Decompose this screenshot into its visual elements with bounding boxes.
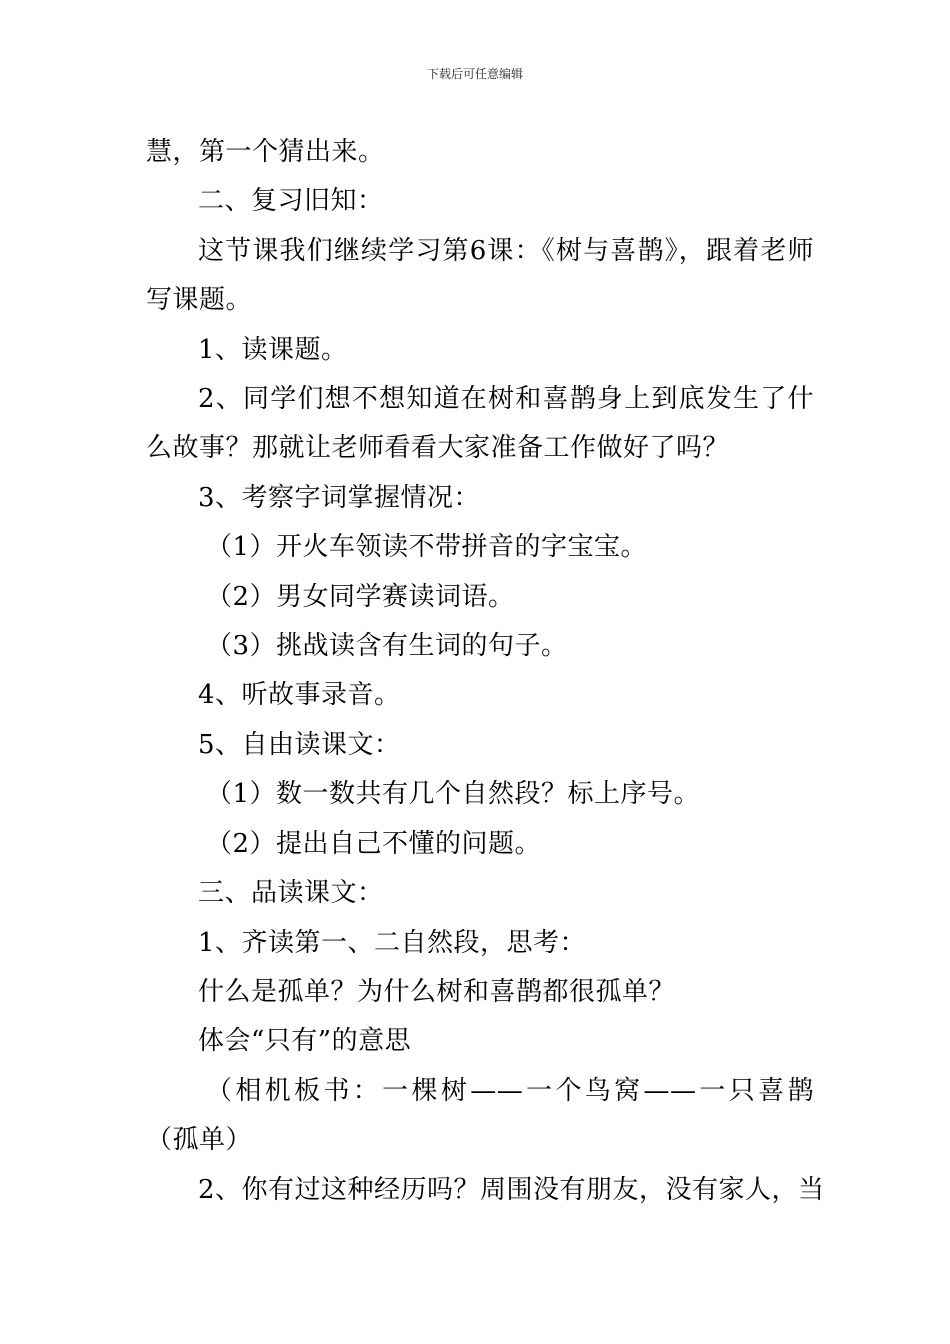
document-body: [146, 128, 825, 1215]
paragraph-board-note: [146, 1067, 814, 1166]
list-item-free-reading: 5、自由读课文：: [198, 729, 401, 760]
section-heading-reading: 三、品读课文：: [198, 878, 384, 909]
list-item-word-check: 3、考察字词掌握情况：: [198, 482, 481, 513]
section-heading-review: 二、复习旧知：: [198, 186, 384, 217]
paragraph-continuation: 慧，第一个猜出来。: [146, 137, 385, 167]
list-item-story-question: [146, 375, 814, 474]
list-item-read-title: 1、读课题。: [198, 334, 348, 365]
sub-item-raise-questions: （2）提出自己不懂的问题。: [206, 828, 542, 859]
sub-item-count-paragraphs: （1）数一数共有几个自然段？标上序号。: [206, 779, 701, 810]
list-item-read-together: 1、齐读第一、二自然段，思考：: [198, 927, 587, 958]
sub-item-challenge-sentences: （3）挑战读含有生词的句子。: [206, 631, 568, 662]
paragraph-board-note-text: （相机板书：一棵树——一个鸟窝——一只喜鹊（孤单）: [146, 1075, 814, 1156]
sub-item-boys-girls-reading: （2）男女同学赛读词语。: [206, 581, 515, 612]
list-item-listen-story: 4、听故事录音。: [198, 680, 401, 711]
paragraph-only-meaning: 体会“只有”的意思: [198, 1026, 412, 1057]
page-header: 下载后可任意编辑: [426, 67, 523, 81]
list-item-experience-question: 2、你有过这种经历吗？周围没有朋友，没有家人，当: [198, 1174, 825, 1205]
paragraph-lesson-intro-text: 这节课我们继续学习第6课：《树与喜鹊》，跟着老师写课题。: [146, 235, 814, 316]
list-item-story-question-text: 2、同学们想不想知道在树和喜鹊身上到底发生了什么故事？那就让老师看看大家准备工作做好了吗？: [146, 384, 814, 464]
paragraph-lesson-intro: [146, 227, 814, 326]
paragraph-what-is-lonely: 什么是孤单？为什么树和喜鹊都很孤单？: [198, 976, 676, 1007]
sub-item-train-reading: （1）开火车领读不带拼音的字宝宝。: [206, 532, 648, 563]
